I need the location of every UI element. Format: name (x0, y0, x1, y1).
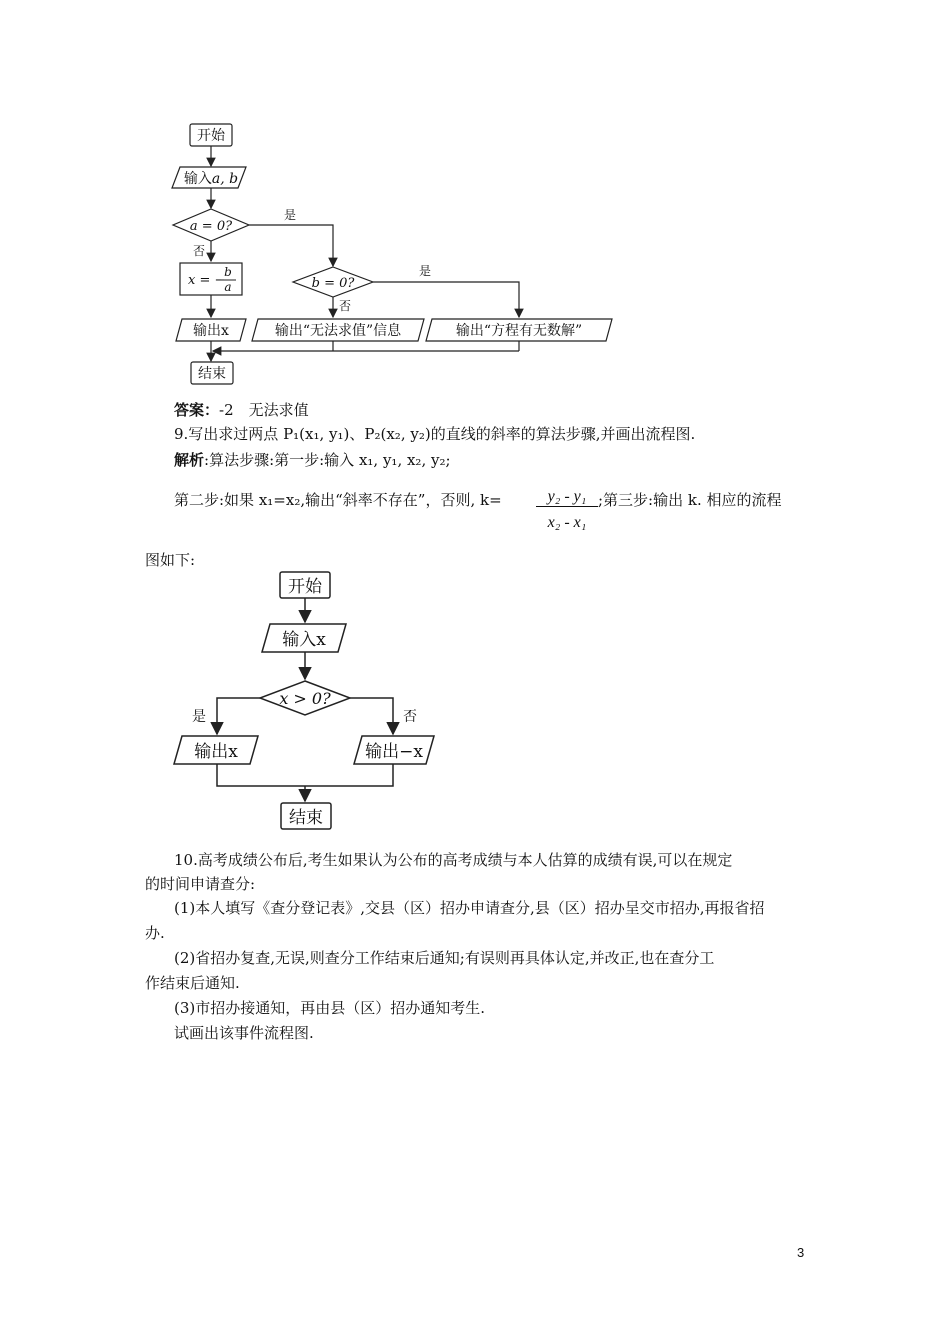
no-label-2: 否 (338, 299, 352, 313)
q9-step2-post: ;第三步:输出 k. 相应的流程 (598, 491, 782, 509)
q10-item1-cont: 办. (145, 924, 165, 942)
answer-value: -2 无法求值 (219, 401, 309, 419)
end-label-2: 结束 (289, 808, 323, 828)
q9-step2-pre: 第二步:如果 x₁=x₂,输出“斜率不存在”，否则, k= (174, 491, 502, 509)
flowchart-2 (0, 560, 950, 840)
q10-task: 试画出该事件流程图. (174, 1024, 314, 1042)
q9-step2-cont: 图如下: (145, 551, 196, 569)
yes-label-2: 是 (418, 264, 432, 278)
fraction-denominator: x₂ - x₁ (547, 514, 587, 531)
answer-line (174, 399, 309, 421)
q10-item2: (2)省招办复查,无误,则查分工作结束后通知;有误则再具体认定,并改正,也在查分工 (174, 949, 715, 967)
analysis-text: :算法步骤:第一步:输入 x₁, y₁, x₂, y₂; (204, 451, 451, 469)
q9-analysis (174, 449, 451, 471)
out-right-label: 输出−x (365, 742, 423, 762)
no-label-1: 否 (192, 244, 206, 258)
start-label-2: 开始 (288, 577, 322, 597)
yes-label-3: 是 (192, 709, 206, 725)
q10-line2: 的时间申请查分: (145, 875, 256, 893)
no-label-3: 否 (403, 709, 417, 725)
output-undef-label: 输出“无法求值”信息 (274, 323, 402, 339)
cond-label-2: x > 0? (279, 689, 331, 708)
assign-num: b (224, 265, 232, 279)
q10-item2-cont: 作结束后通知. (145, 974, 240, 992)
cond2-label: b = 0? (311, 276, 355, 291)
assign-label: x = − (188, 273, 226, 288)
flowchart-1 (0, 0, 950, 400)
input-label-2: 输入x (282, 630, 326, 650)
fraction-numerator: y₂ - y₁ (536, 488, 598, 507)
answer-label: 答案： (174, 401, 220, 419)
yes-label-1: 是 (283, 208, 297, 222)
q9-text: 9.写出求过两点 P₁(x₁, y₁)、P₂(x₂, y₂)的直线的斜率的算法步骤,并画出流程图. (174, 425, 696, 443)
page-number: 3 (797, 1245, 805, 1260)
start-label: 开始 (197, 128, 225, 144)
output-x-label: 输出x (193, 323, 229, 339)
out-left-label: 输出x (194, 742, 238, 762)
q10-item1: (1)本人填写《查分登记表》,交县（区）招办申请查分,县（区）招办呈交市招办,再报省招 (174, 899, 765, 917)
q10-line1: 10.高考成绩公布后,考生如果认为公布的高考成绩与本人估算的成绩有误,可以在规定 (174, 851, 733, 869)
cond1-label: a = 0? (189, 219, 233, 234)
analysis-label: 解析 (174, 451, 205, 469)
output-inf-label: 输出“方程有无数解” (455, 323, 583, 339)
q10-item3: (3)市招办接通知，再由县（区）招办通知考生. (174, 999, 486, 1017)
input-label: 输入a, b (183, 171, 239, 187)
end-label: 结束 (198, 366, 226, 382)
assign-den: a (224, 280, 232, 294)
